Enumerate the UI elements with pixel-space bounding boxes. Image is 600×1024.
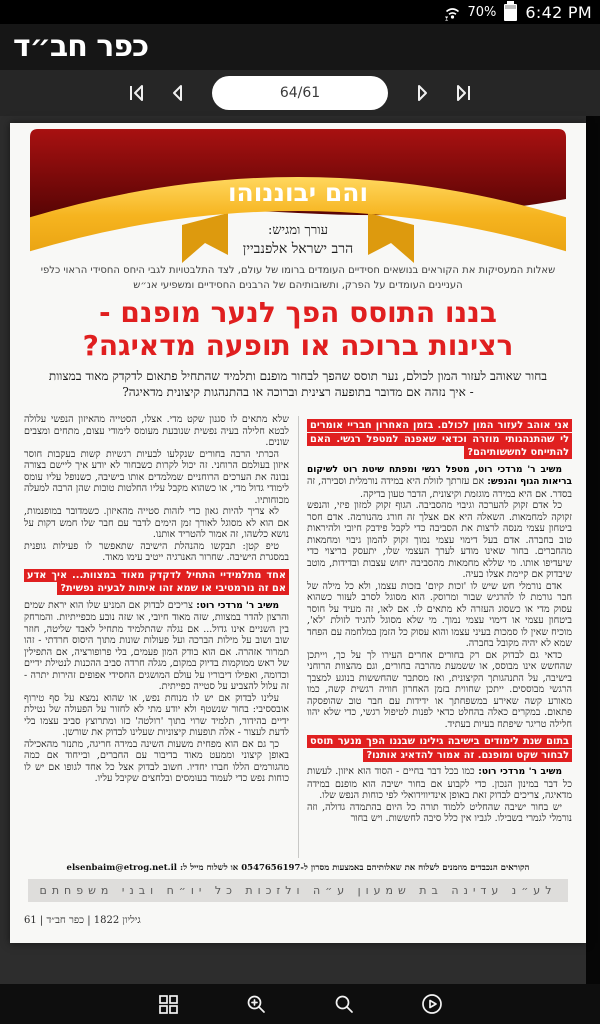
wifi-icon bbox=[443, 4, 462, 21]
body-column-right bbox=[307, 414, 572, 860]
battery-icon bbox=[504, 4, 517, 21]
question-highlight: בתום שנת לימודים בישיבה גילינו שבננו הפך מנער תוסס לבחור שקט ומופנם. זה אמור להדאיג אותנו? bbox=[307, 735, 572, 762]
issue-page-number: גיליון 1822 | כפר חב״ד | 61 bbox=[24, 915, 141, 926]
body-paragraph: משיב ר' מרדכי רוט: כמו בכל דבר בחיים - הסוד הוא איזון. לעשות כל דבר במינון הנכון. כדי לקבוע אם בחור ישיבה הוא מופנם במידה מדאיגה, צריכים לבדוק זאת באופן אינדיווידואלי לפי כוחות הנפש שלו. bbox=[307, 766, 572, 801]
body-paragraph: הכרתי הרבה בחורים שנקלעו לבעיות רגשיות קשות בעקבות חוסר איזון בעולמם הרוחני. זה יכול לקרות כשבחור לא יודע איך ליישם בצורה נבונה את הערכים הרוחניים שמלמדים אותו בישיבה, כשנופל עליו עומס לימודי גדול מדי, או כשהוא מקבל עליו החלטות טובות שהן הרבה למעלה מכוחותיו. bbox=[24, 448, 289, 506]
question-highlight: אני אוהב לעזור המון לכולם. בזמן האחרון חבריי אומרים לי שהתנהגותי מוזרה וכדאי שאפנה למטפל רגשי. האם להתייחס לחששותיהם? bbox=[307, 419, 572, 460]
body-paragraph: כך גם אם הוא מפחית משעות השינה במידה חריגה, מתנזר מהאכילה באופן קיצוני וממעט מאוד בדיבור עם החברים, ובייחוד אם כמה מהגורמים הללו חברו יחדיו. חשוב לבדוק אצל כל אחד לגופו אם יש לו כוחות נפש כדי לעמוד בעומסים ובלחצים שקיבל עליו. bbox=[24, 738, 289, 784]
body-paragraph: עלינו לבדוק אם יש לו מנוחת נפש, או שהוא נמצא על סף טירוף אובססיבי: בחור שנשטף ולא יודע מתי לא לחזור על הפעולה של נטילת ידיים בהידור, תלמיד שרוי בתוך 'רולטה' כזו ומתרוצץ סביב עצמו בלי לדעת לעצור - אלה תופעות קיצוניות שעלינו לבדוק את שורשן. bbox=[24, 692, 289, 738]
clock: 6:42 PM bbox=[525, 2, 592, 22]
app-header bbox=[0, 24, 600, 70]
last-page-button[interactable] bbox=[450, 80, 476, 106]
headline-line-1: בננו התוסס הפך לנער מופנם - bbox=[99, 296, 497, 329]
page-edge-strip bbox=[586, 116, 600, 984]
body-paragraph: משיב ר' מרדכי רוט, מטפל רגשי ומפתח שיטת רוט לשיקום בריאות הגוף והנפש: אם עזרתך לזולת היא במידה נורמלית וסבירה, זה בסדר. אם היא במידה מוגזמת וקיצונית, הדבר טעון בדיקה. bbox=[307, 464, 572, 500]
page-navigation-bar bbox=[0, 70, 600, 116]
body-paragraph: כל אדם זקוק להערכה וגיבוי מהסביבה. הגוף זקוק למזון פיזי, והנפש זקוקה למחמאות. השאלה היא אם אצלך זה חורג מהנורמה. אדם חסר ביטחון עצמי מנסה לרצות את הסביבה כדי לקבל פידבק חיובי ולהיראות טוב בחברה. אדם בעל דימוי עצמי נמוך זקוק להמון גיבוי ומחמאות מהחברים. בחור שאינו מודע לערך העצמי שלו, יתעסק בריצוי כדי שיעדיפו אותו. מי שללא מחמאות מהסביבה יחוש עצבות ובדידות, מוטב שיבדוק אם קיימת אצלו בעיה. bbox=[307, 500, 572, 580]
body-paragraph: שלא מתאים לו סגנון שקט מדי. אצלו, הסטייה מהאיזון הנפשי עלולה לבטא חלילה בעיה נפשית שנובעת מעומס לימודי עצום, מתחים ומצבים שונים. bbox=[24, 414, 289, 448]
contact-note: הקוראים הנכבדים מוזמנים לשלוח את שאלותיהם באמצעות מסרון ל-0547656197 או לשלוח מייל ל: elsenbaim@etrog.net.il bbox=[66, 863, 530, 873]
editor-label: עורך ומגיש: bbox=[268, 223, 328, 238]
headline-line-2: רצינות ברוכה או תופעה מדאיגה? bbox=[82, 329, 514, 363]
battery-percent: 70% bbox=[467, 4, 497, 20]
first-page-button[interactable] bbox=[124, 80, 150, 106]
document-viewer[interactable] bbox=[0, 116, 600, 984]
thumbnails-grid-button[interactable] bbox=[153, 989, 183, 1019]
previous-page-button[interactable] bbox=[164, 80, 190, 106]
body-paragraph: אדם נורמלי חש שיש לו 'זכות קיום' בזכות עצמו, ולא כל מילה של חבר גורמת לו להרגיש שבור ומרוסק. הוא מסוגל לסרב לעזור כשהוא עסוק מדי או כשסוג העזרה לא מתאים לו. אם לאו, זה מעיד על חוסר ביטחון עצמי או דימוי עצמי נמוך. מי שלא מסוגל להגיד לזולת 'לא', מוכיח שאין לו סמכות בעיני עצמו והוא עסוק כל הזמן במלחמה עם הפחד שמא לא יהיה מקובל בחברה. bbox=[307, 580, 572, 649]
body-paragraph: כדאי גם לבדוק אם רק בחורים אחרים העירו לך על כך, וייתכן שהחשש אינו מבוסס, או ששמעת מהרבה בחורים, וגם מהצוות הרוחני בישיבה, על התנהגותך הקיצונית, ואז מסתבר שהחששות בנוגע למצבך הרגשי מבוססים. ייתכן שחווית בזמן האחרון חוויה רגשית קשה, כמו מאורע קשה שאירע במשפחתך או ידידות עם חבר טוב שהופסקה פתאום. במקרים כאלה בהחלט כדאי לפנות לטיפול רגשי, כדי שלא יהוו חלילה טריגר שיפתח בעיות בעתיד. bbox=[307, 649, 572, 730]
banner-title: והם יבוננוהו bbox=[227, 178, 369, 207]
article-headline bbox=[20, 296, 576, 362]
status-bar bbox=[0, 0, 600, 24]
search-button[interactable] bbox=[329, 989, 359, 1019]
question-highlight: אחד מתלמידיי התחיל לדקדק מאוד במצוות... איך אדע אם זה נורמטיבי או שמא זהו איתות לבעיה נפשית? bbox=[24, 569, 289, 596]
body-paragraph: טיפ קטן: תבקשו מהנהלת הישיבה שתאפשר לו פעילות גופנית במסגרת הישיבה. שחרור האנרגיה ייטיב עימו מאוד. bbox=[24, 540, 289, 563]
next-page-button[interactable] bbox=[410, 80, 436, 106]
editor-name: הרב ישראל אלפנביין bbox=[242, 240, 354, 257]
body-paragraph: יש בחור ישיבה שהחליט ללמוד תורה כל היום בהתמדה גדולה, וזה נורמלי לגמרי בשבילו. לגביו אין כלל סיבה לחששות. ויש בחור bbox=[307, 801, 572, 824]
body-paragraph: משיב ר' מרדכי רוט: צריכים לבדוק אם המניע שלו הוא יראת שמים והרצון להדר במצוות, שזה מאוד חיובי, או שזה נובע מכפייתיות. והמרחק בין השניים אינו גדול... אם נגלה שהתלמיד מתחיל לאבד שליטה, חוזר שוב ושוב על מילות הברכה ועל פעולות שונות מתוך היסוס חרדתי - זהו תמרור אזהרה. אם הוא בודק המון פעמים, בלי פרופורציה, אם התפילין של ראש ממוקמות בדיוק במקום, מגלה חרדה סביב ההכנות לנטילת ידיים וכדומה, ואפילו דיבוריו על עולם המושגים החסידי אפופים זהירות יתרה - זה עלול להצביע על סטייה כפייתית. bbox=[24, 599, 289, 692]
body-column-left bbox=[24, 414, 289, 860]
body-paragraph: לא צריך להיות גאון כדי לזהות סטייה מהאיזון. כשמדובר במופנמות, אם הוא לא מסוגל לאורך זמן הימים לדבר עם חבר שלו חמש דקות על נושא כלשהו, זה אמור להטריד אותנו. bbox=[24, 506, 289, 540]
article-body bbox=[24, 414, 572, 860]
section-intro: שאלות המעסיקות את הקוראים בנושאים חסידיים העומדים ברומו של עולם, לצד התלבטויות לגבי היחס החסידי הראוי כלפי העניינים העומדים על הפרק, ותשובותיהם של הרבנים החסידיים ומשפיעי אנ״ש bbox=[40, 265, 556, 291]
app-logo: כפר חב״ד bbox=[13, 29, 149, 64]
dedication-strip: לע״נ עדינה בת שמעון ע״ה ולזכות כל יו״ח ובני משפחתם bbox=[28, 879, 568, 902]
bottom-toolbar bbox=[0, 984, 600, 1024]
editor-credit bbox=[10, 223, 586, 258]
play-button[interactable] bbox=[417, 989, 447, 1019]
page-indicator[interactable]: 64/61 bbox=[212, 76, 388, 110]
zoom-in-button[interactable] bbox=[241, 989, 271, 1019]
article-subhead: בחור שאוהב לעזור המון לכולם, נער תוסס שהפך לבחור מופנם ותלמיד שהתחיל פתאום לדקדק מאוד במצוות - איך נזהה אם מדובר בתופעה רצינית וברוכה או בהתנהגות קיצונית מדאיגה? bbox=[48, 369, 548, 400]
magazine-page[interactable] bbox=[10, 123, 586, 943]
